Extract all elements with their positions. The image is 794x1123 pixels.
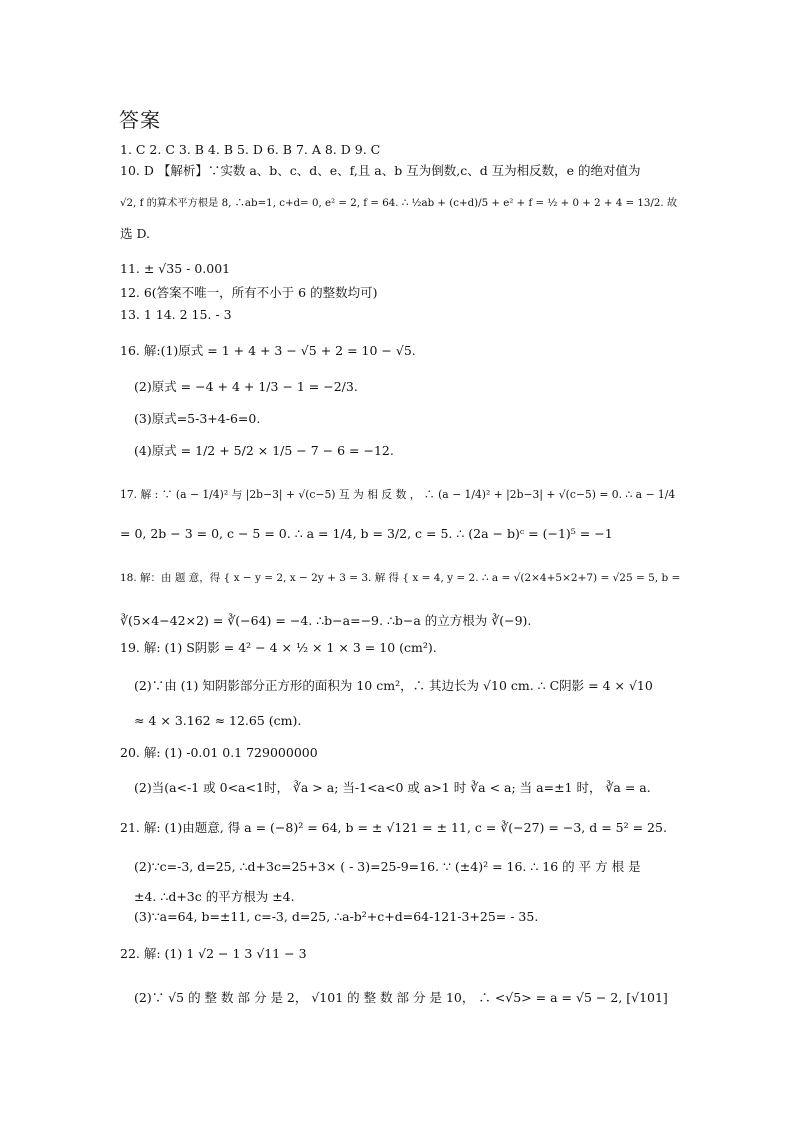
answer-line-l22: (2)∵c=-3, d=25, ∴d+3c=25+3× ( - 3)=25-9=16. ∵ (±4)² = 16. ∴ 16 的 平 方 根 是 xyxy=(134,859,641,874)
answer-line-l08: 16. 解:(1)原式 = 1 + 4 + 3 − √5 + 2 = 10 − √5. xyxy=(120,343,416,358)
answer-line-l26: (2)∵ √5 的 整 数 部 分 是 2， √101 的 整 数 部 分 是 10， ∴ <√5> = a = √5 − 2, [√101] xyxy=(134,990,668,1005)
answer-line-l12: 17. 解 : ∵ (a − 1/4)² 与 |2b−3| + √(c−5) 互 为 相 反 数 ， ∴ (a − 1/4)² + |2b−3| + √(c−5) = 0. ∴ a − 1/4 xyxy=(120,488,676,501)
answer-line-l05: 11. ± √35 - 0.001 xyxy=(120,261,231,276)
answer-line-l13: = 0, 2b − 3 = 0, c − 5 = 0. ∴ a = 1/4, b = 3/2, c = 5. ∴ (2a − b)ᶜ = (−1)⁵ = −1 xyxy=(120,526,613,541)
answer-line-l23: ±4. ∴d+3c 的平方根为 ±4. xyxy=(134,889,295,904)
page-title: 答案 xyxy=(119,108,161,132)
answer-line-l04: 选 D. xyxy=(120,226,151,241)
answer-line-l15: ∛(5×4−42×2) = ∛(−64) = −4. ∴b−a=−9. ∴b−a 的立方根为 ∛(−9). xyxy=(120,613,532,628)
answer-line-l03: √2, f 的算术平方根是 8, ∴ab=1, c+d= 0, e² = 2, f = 64. ∴ ½ab + (c+d)/5 + e² + f = ½ + 0 + 2 + 4 = 13/2. 故 xyxy=(120,197,678,209)
answer-line-l21: 21. 解: (1)由题意, 得 a = (−8)² = 64, b = ± √121 = ± 11, c = ∛(−27) = −3, d = 5² = 25. xyxy=(120,820,667,835)
answer-line-l09: (2)原式 = −4 + 4 + 1/3 − 1 = −2/3. xyxy=(134,379,358,394)
answer-line-l06: 12. 6(答案不唯一，所有不小于 6 的整数均可) xyxy=(120,285,378,300)
answer-line-l14: 18. 解：由 题 意，得 { x − y = 2, x − 2y + 3 = 3. 解 得 { x = 4, y = 2. ∴ a = √(2×4+5×2+7) = √25 = 5, b = xyxy=(120,572,681,584)
answer-line-l19: 20. 解: (1) -0.01 0.1 729000000 xyxy=(120,745,318,760)
answer-line-l07: 13. 1 14. 2 15. - 3 xyxy=(120,307,232,322)
answer-line-l01: 1. C 2. C 3. B 4. B 5. D 6. B 7. A 8. D 9. C xyxy=(120,142,381,157)
answer-line-l24: (3)∵a=64, b=±11, c=-3, d=25, ∴a-b²+c+d=64-121-3+25= - 35. xyxy=(134,909,539,924)
answer-line-l10: (3)原式=5-3+4-6=0. xyxy=(134,411,261,426)
answer-line-l20: (2)当(a<-1 或 0<a<1时， ∛a > a; 当-1<a<0 或 a>1 时 ∛a < a; 当 a=±1 时， ∛a = a. xyxy=(134,780,651,795)
answer-line-l02: 10. D 【解析】∵实数 a、b、c、d、e、f,且 a、b 互为倒数,c、d 互为相反数，e 的绝对值为 xyxy=(120,163,641,178)
answer-line-l25: 22. 解: (1) 1 √2 − 1 3 √11 − 3 xyxy=(120,946,307,961)
answer-line-l11: (4)原式 = 1/2 + 5/2 × 1/5 − 7 − 6 = −12. xyxy=(134,443,394,458)
answer-line-l17: (2)∵由 (1) 知阴影部分正方形的面积为 10 cm²，∴ 其边长为 √10 cm. ∴ C阴影 = 4 × √10 xyxy=(134,678,653,693)
answer-line-l18: ≈ 4 × 3.162 ≈ 12.65 (cm). xyxy=(134,713,302,728)
answer-line-l16: 19. 解: (1) S阴影 = 4² − 4 × ½ × 1 × 3 = 10 (cm²). xyxy=(120,640,437,655)
